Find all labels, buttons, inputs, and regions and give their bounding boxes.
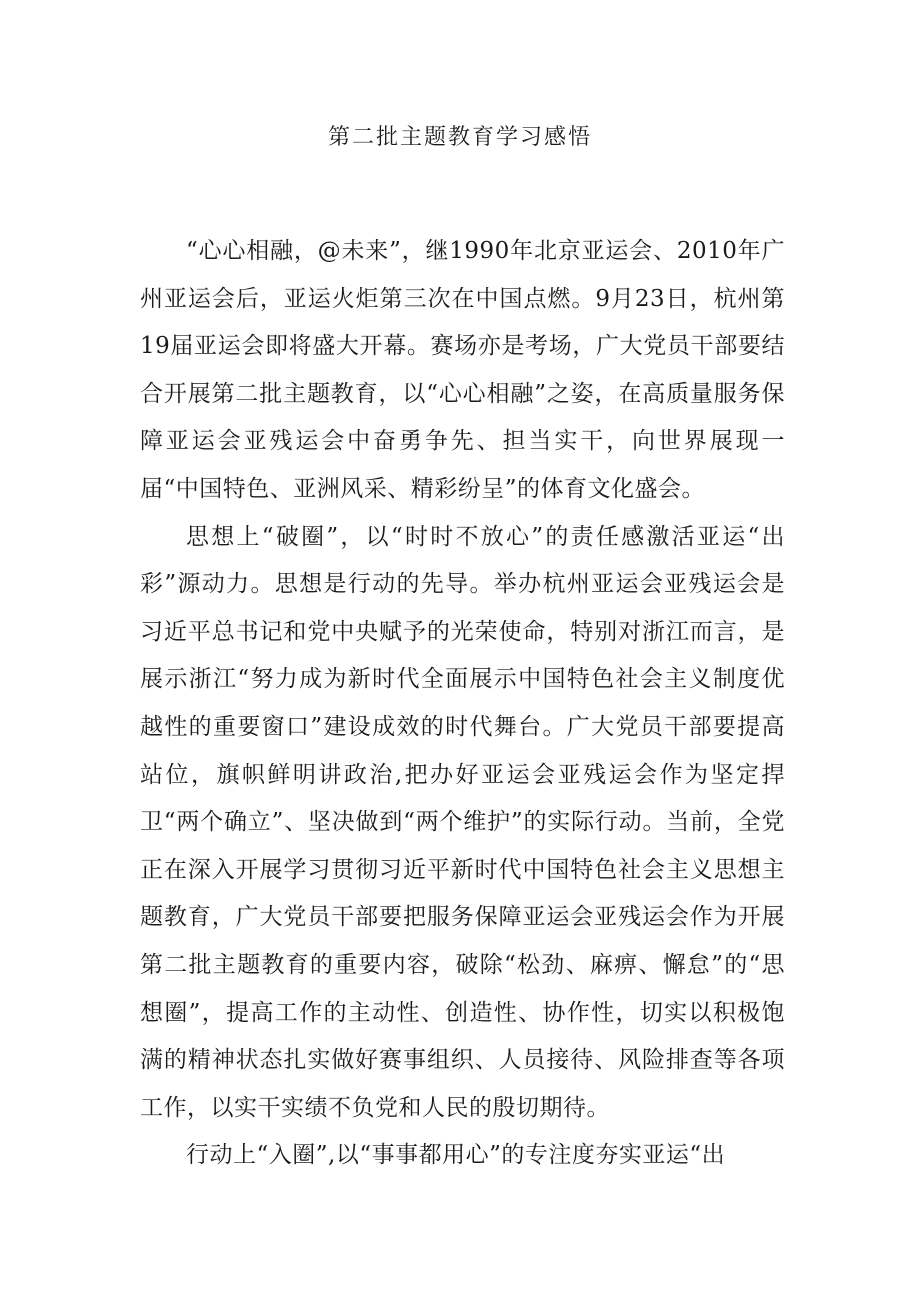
paragraph-intro: “心心相融，@未来”，继1990年北京亚运会、2010年广州亚运会后，亚运火炬第三次在中国点燃。9月23日，杭州第19届亚运会即将盛大开幕。赛场亦是考场，广大党员干部要结合开展第二批主题教育，以“心心相融”之姿，在高质量服务保障亚运会亚残运会中奋勇争先、担当实干，向世界展现一届“中国特色、亚洲风采、精彩纷呈”的体育文化盛会。 (140, 238, 785, 502)
document-body (140, 228, 785, 1180)
paragraph-thinking: 思想上“破圈”，以“时时不放心”的责任感激活亚运“出彩”源动力。思想是行动的先导。举办杭州亚运会亚残运会是习近平总书记和党中央赋予的光荣使命，特别对浙江而言，是展示浙江“努力成为新时代全面展示中国特色社会主义制度优越性的重要窗口”建设成效的时代舞台。广大党员干部要提高站位，旗帜鲜明讲政治,把办好亚运会亚残运会作为坚定捍卫“两个确立”、坚决做到“两个维护”的实际行动。当前，全党正在深入开展学习贯彻习近平新时代中国特色社会主义思想主题教育，广大党员干部要把服务保障亚运会亚残运会作为开展第二批主题教育的重要内容，破除“松劲、麻痹、懈怠”的“思想圈”，提高工作的主动性、创造性、协作性，切实以积极饱满的精神状态扎实做好赛事组织、人员接待、风险排查等各项工作，以实干实绩不负党和人民的殷切期待。 (140, 523, 785, 1121)
paragraph-action: 行动上“入圈”,以“事事都用心”的专注度夯实亚运“出 (186, 1142, 726, 1169)
document-title: 第二批主题教育学习感悟 (327, 125, 592, 150)
